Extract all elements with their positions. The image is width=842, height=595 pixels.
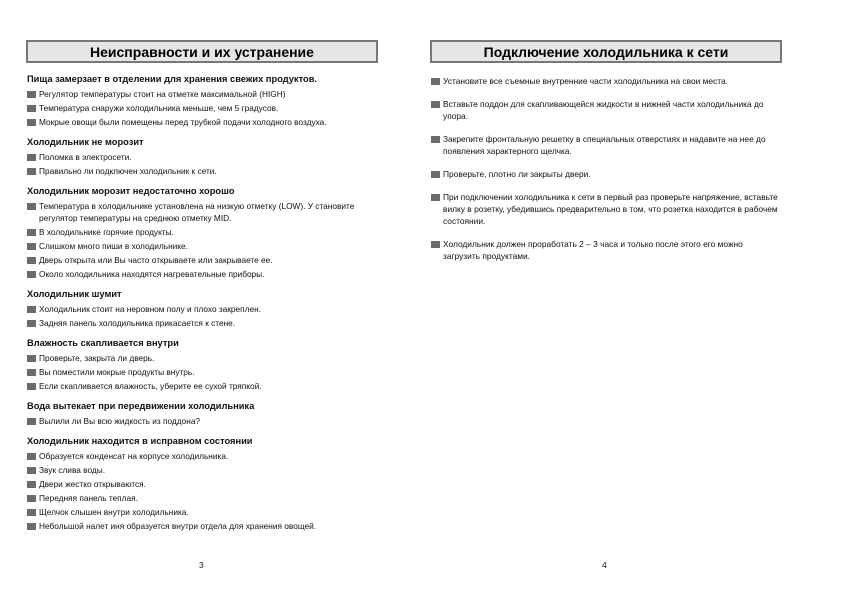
square-bullet-icon xyxy=(27,306,36,313)
list-item-text: Передняя панель теплая. xyxy=(39,493,138,503)
right-page xyxy=(430,0,782,595)
square-bullet-icon xyxy=(431,194,440,201)
list-item xyxy=(26,450,378,462)
square-bullet-icon xyxy=(431,78,440,85)
list-item-text: Дверь открыта или Вы часто открываете или закрываете ее. xyxy=(39,255,273,265)
list-item-text: Вылили ли Вы всю жидкость из поддона? xyxy=(39,416,201,426)
list-item xyxy=(430,238,782,262)
square-bullet-icon xyxy=(27,91,36,98)
square-bullet-icon xyxy=(27,495,36,502)
square-bullet-icon xyxy=(27,203,36,210)
square-bullet-icon xyxy=(27,271,36,278)
list-item xyxy=(430,98,782,122)
square-bullet-icon xyxy=(27,369,36,376)
list-item-text: Вы поместили мокрые продукты внутрь. xyxy=(39,367,195,377)
list-item-text: Холодильник должен проработать 2 – 3 часа и только после этого его можно загрузить продуктами. xyxy=(443,239,743,261)
list-item xyxy=(26,520,378,532)
square-bullet-icon xyxy=(27,105,36,112)
square-bullet-icon xyxy=(27,243,36,250)
square-bullet-icon xyxy=(27,481,36,488)
list-item xyxy=(26,464,378,476)
section-heading: Холодильник шумит xyxy=(27,289,122,299)
list-item-text: Холодильник стоит на неровном полу и плохо закреплен. xyxy=(39,304,261,314)
square-bullet-icon xyxy=(27,523,36,530)
list-item xyxy=(26,366,378,378)
square-bullet-icon xyxy=(27,257,36,264)
square-bullet-icon xyxy=(27,168,36,175)
square-bullet-icon xyxy=(27,320,36,327)
section-heading: Пища замерзает в отделении для хранения свежих продуктов. xyxy=(27,74,317,84)
troubleshooting-section xyxy=(26,185,378,280)
section-heading: Вода вытекает при передвижении холодильника xyxy=(27,401,255,411)
list-item xyxy=(430,168,782,180)
list-item xyxy=(26,268,378,280)
troubleshooting-section xyxy=(26,400,378,427)
list-item xyxy=(26,317,378,329)
list-item-text: Задняя панель холодильника прикасается к стене. xyxy=(39,318,236,328)
list-item xyxy=(26,151,378,163)
square-bullet-icon xyxy=(27,509,36,516)
square-bullet-icon xyxy=(431,171,440,178)
square-bullet-icon xyxy=(27,467,36,474)
list-item xyxy=(26,88,378,100)
troubleshooting-section xyxy=(26,73,378,128)
troubleshooting-section xyxy=(26,435,378,532)
list-item-text: Мокрые овощи были помещены перед трубкой подачи холодного воздуха. xyxy=(39,117,327,127)
list-item-text: В холодильнике горячие продукты. xyxy=(39,227,174,237)
troubleshooting-content xyxy=(26,73,378,540)
list-item xyxy=(26,165,378,177)
list-item-text: Если скапливается влажность, уберите ее сухой тряпкой. xyxy=(39,381,262,391)
list-item xyxy=(26,303,378,315)
right-page-title: Подключение холодильника к сети xyxy=(430,40,782,63)
troubleshooting-section xyxy=(26,288,378,329)
square-bullet-icon xyxy=(27,119,36,126)
section-heading: Холодильник не морозит xyxy=(27,137,144,147)
list-item-text: Правильно ли подключен холодильник к сети. xyxy=(39,166,217,176)
page-number: 3 xyxy=(199,560,204,570)
list-item xyxy=(430,133,782,157)
list-item xyxy=(26,254,378,266)
list-item-text: Регулятор температуры стоит на отметке максимальной (HIGH) xyxy=(39,89,286,99)
list-item-text: Звук слива воды. xyxy=(39,465,106,475)
list-item-text: При подключении холодильника к сети в первый раз проверьте напряжение, вставьте вилку в розетку, убедившись предварительно в том, что розетка находится в рабочем состоянии. xyxy=(443,192,778,226)
left-page-title: Неисправности и их устранение xyxy=(26,40,378,63)
list-item xyxy=(430,191,782,227)
list-item-text: Образуется конденсат на корпусе холодильника. xyxy=(39,451,229,461)
section-heading: Холодильник находится в исправном состоянии xyxy=(27,436,253,446)
section-heading: Холодильник морозит недостаточно хорошо xyxy=(27,186,235,196)
list-item-text: Проверьте, закрыта ли дверь. xyxy=(39,353,155,363)
square-bullet-icon xyxy=(27,418,36,425)
list-item xyxy=(26,492,378,504)
page-number: 4 xyxy=(602,560,607,570)
left-page xyxy=(26,0,378,595)
troubleshooting-section xyxy=(26,337,378,392)
list-item-text: Щелчок слышен внутри холодильника. xyxy=(39,507,189,517)
square-bullet-icon xyxy=(27,355,36,362)
square-bullet-icon xyxy=(27,383,36,390)
square-bullet-icon xyxy=(27,453,36,460)
list-item xyxy=(430,75,782,87)
list-item xyxy=(26,380,378,392)
list-item-text: Установите все съемные внутренние части холодильника на свои места. xyxy=(443,76,728,86)
square-bullet-icon xyxy=(27,154,36,161)
list-item xyxy=(26,116,378,128)
section-heading: Влажность скапливается внутри xyxy=(27,338,179,348)
list-item-text: Поломка в электросети. xyxy=(39,152,132,162)
list-item-text: Около холодильника находятся нагревательные приборы. xyxy=(39,269,265,279)
list-item-text: Температура снаружи холодильника меньше, чем 5 градусов. xyxy=(39,103,279,113)
list-item-text: Вставьте поддон для скапливающейся жидкости в нижней части холодильника до упора. xyxy=(443,99,764,121)
list-item xyxy=(26,102,378,114)
list-item xyxy=(26,415,378,427)
square-bullet-icon xyxy=(431,136,440,143)
square-bullet-icon xyxy=(27,229,36,236)
list-item xyxy=(26,478,378,490)
square-bullet-icon xyxy=(431,241,440,248)
list-item-text: Небольшой налет иня образуется внутри отдела для хранения овощей. xyxy=(39,521,317,531)
list-item xyxy=(26,506,378,518)
square-bullet-icon xyxy=(431,101,440,108)
list-item-text: Температура в холодильнике установлена на низкую отметку (LOW). У становите регулятор температуры на среднюю отметку MID. xyxy=(39,201,355,223)
list-item xyxy=(26,226,378,238)
list-item xyxy=(26,200,378,224)
troubleshooting-section xyxy=(26,136,378,177)
list-item-text: Закрепите фронтальную решетку в специальных отверстиях и надавите на нее до появления характерного щелчка. xyxy=(443,134,766,156)
list-item xyxy=(26,352,378,364)
connection-content xyxy=(430,75,782,273)
list-item-text: Слишком много пиши в холодильнике. xyxy=(39,241,188,251)
list-item-text: Двери жестко открываются. xyxy=(39,479,146,489)
list-item xyxy=(26,240,378,252)
list-item-text: Проверьте, плотно ли закрыты двери. xyxy=(443,169,591,179)
